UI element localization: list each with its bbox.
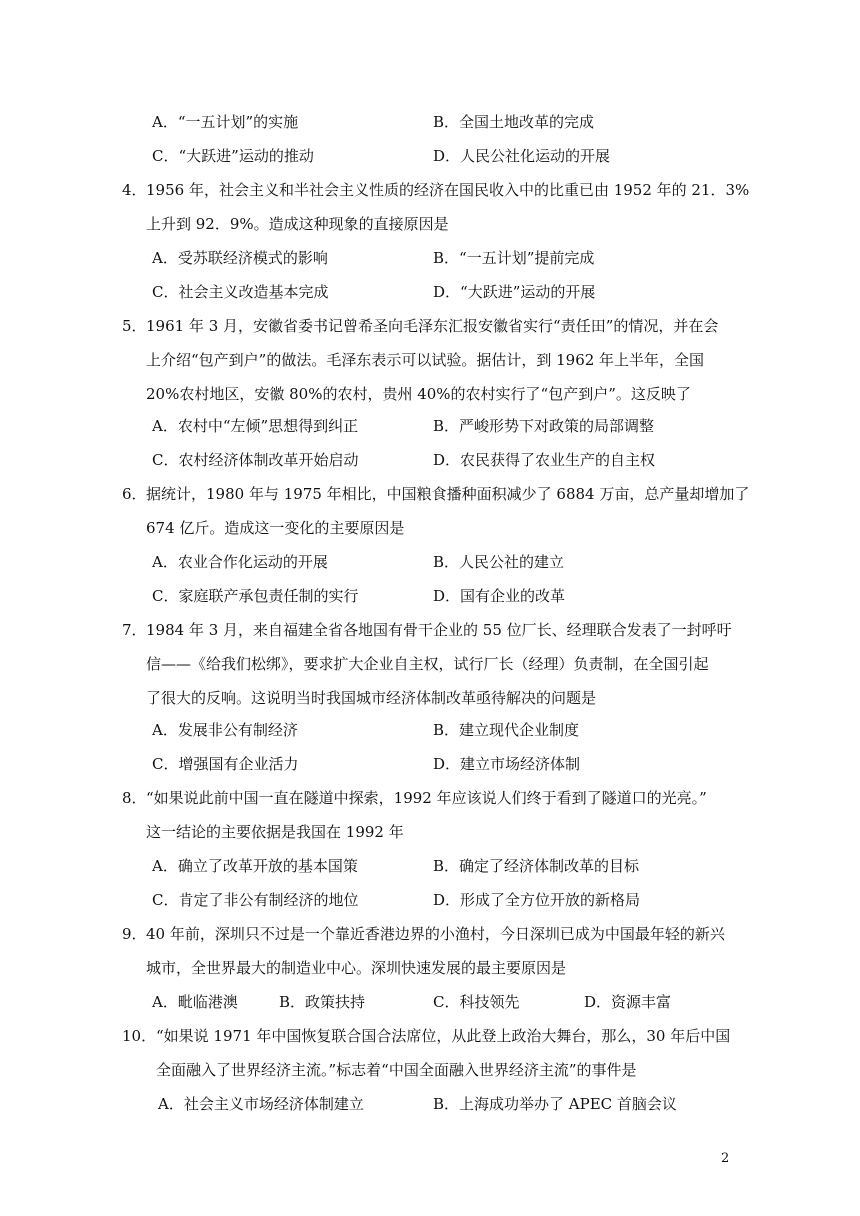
question-text-line: 上介绍“包产到户”的做法。毛泽东表示可以试验。据估计，到 1962 年上半年，全国 (146, 351, 705, 369)
question-text-line: 全面融入了世界经济主流。”标志着“中国全面融入世界经济主流”的事件是 (156, 1061, 637, 1079)
page-number: 2 (721, 1151, 730, 1166)
option-b: B．人民公社的建立 (433, 553, 565, 571)
option-d: D．形成了全方位开放的新格局 (433, 891, 641, 909)
option-b: B．全国土地改革的完成 (433, 113, 595, 131)
question-number: 9． (122, 925, 147, 943)
option-d: D．农民获得了农业生产的自主权 (433, 451, 656, 469)
question-text-line: 上升到 92．9%。造成这种现象的直接原因是 (146, 215, 449, 233)
option-d: D．人民公社化运动的开展 (433, 147, 611, 165)
option-b: B．建立现代企业制度 (433, 721, 580, 739)
option-b: B．政策扶持 (279, 993, 366, 1011)
question-text-line: “如果说 1971 年中国恢复联合国合法席位，从此登上政治大舞台，那么，30 年后中国 (156, 1027, 731, 1045)
question-number: 8． (122, 789, 147, 807)
option-a: A．确立了改革开放的基本国策 (152, 857, 358, 875)
question-number: 6． (122, 485, 147, 503)
question-text-line: 40 年前，深圳只不过是一个靠近香港边界的小渔村，今日深圳已成为中国最年轻的新兴 (146, 925, 725, 943)
question-text-line: 674 亿斤。造成这一变化的主要原因是 (146, 519, 405, 537)
option-c: C．肯定了非公有制经济的地位 (152, 891, 359, 909)
option-d: D．建立市场经济体制 (433, 755, 581, 773)
option-c: C．家庭联产承包责任制的实行 (152, 587, 359, 605)
question-number: 4． (122, 181, 147, 199)
option-b: B．确定了经济体制改革的目标 (433, 857, 640, 875)
question-text-line: 据统计，1980 年与 1975 年相比，中国粮食播种面积减少了 6884 万亩，总产量却增加了 (146, 485, 750, 503)
option-b: B．“一五计划”提前完成 (433, 249, 595, 267)
question-text-line: 了很大的反响。这说明当时我国城市经济体制改革亟待解决的问题是 (146, 689, 597, 707)
option-d: D．国有企业的改革 (433, 587, 566, 605)
option-a: A．农业合作化运动的开展 (152, 553, 328, 571)
option-a: A．农村中“左倾”思想得到纠正 (152, 417, 359, 435)
option-d: D．资源丰富 (584, 993, 672, 1011)
question-text-line: 这一结论的主要依据是我国在 1992 年 (146, 823, 404, 841)
option-c: C．“大跃进”运动的推动 (152, 147, 314, 165)
option-b: B．上海成功举办了 APEC 首脑会议 (433, 1095, 677, 1113)
option-a: A．受苏联经济模式的影响 (152, 249, 328, 267)
question-text-line: “如果说此前中国一直在隧道中探索，1992 年应该说人们终于看到了隧道口的光亮。” (146, 789, 707, 807)
option-b: B．严峻形势下对政策的局部调整 (433, 417, 655, 435)
question-number: 5． (122, 317, 147, 335)
question-text-line: 1956 年，社会主义和半社会主义性质的经济在国民收入中的比重已由 1952 年的 21．3% (146, 181, 750, 199)
question-text-line: 1984 年 3 月，来自福建全省各地国有骨干企业的 55 位厂长、经理联合发表了一封呼吁 (146, 621, 732, 639)
question-text-line: 信——《给我们松绑》，要求扩大企业自主权，试行厂长（经理）负责制，在全国引起 (146, 655, 709, 673)
question-text-line: 城市，全世界最大的制造业中心。深圳快速发展的最主要原因是 (146, 959, 567, 977)
option-a: A．“一五计划”的实施 (152, 113, 299, 131)
option-c: C．农村经济体制改革开始启动 (152, 451, 359, 469)
option-c: C．科技领先 (433, 993, 520, 1011)
option-a: A．社会主义市场经济体制建立 (158, 1095, 364, 1113)
question-number: 10． (122, 1027, 157, 1045)
question-text-line: 1961 年 3 月，安徽省委书记曾希圣向毛泽东汇报安徽省实行“责任田”的情况，并在会 (146, 317, 719, 335)
question-text-line: 20%农村地区，安徽 80%的农村，贵州 40%的农村实行了“包产到户”。这反映了 (146, 385, 691, 403)
option-d: D．“大跃进”运动的开展 (433, 283, 596, 301)
option-c: C．增强国有企业活力 (152, 755, 299, 773)
question-number: 7． (122, 621, 147, 639)
option-c: C．社会主义改造基本完成 (152, 283, 329, 301)
option-a: A．发展非公有制经济 (152, 721, 298, 739)
option-a: A．毗临港澳 (152, 993, 238, 1011)
